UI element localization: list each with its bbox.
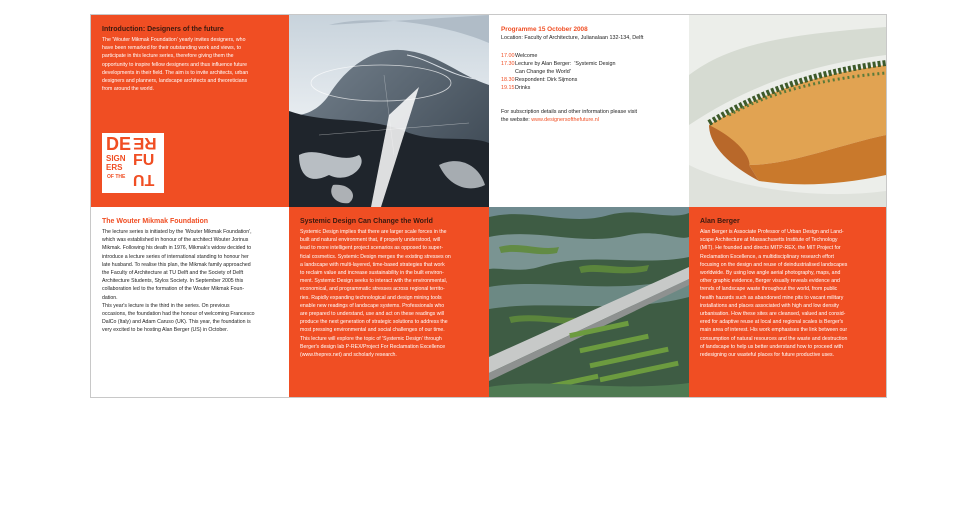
- programme-panel: [489, 15, 689, 207]
- intro-panel: [91, 15, 289, 207]
- foundation-panel: [91, 207, 289, 397]
- alan-berger-panel: [689, 207, 886, 397]
- programme-item: 19.15 Drinks: [501, 85, 531, 91]
- berger-body: Alan Berger is Associate Professor of Urban Design and Land- scape Architecture at Massachusetts Institute of Technology (MIT). He founded and directs MITP-REX, the MIT Project for Reclamation Excellence, a multidisciplinary research effort focusing on the design and reuse of deindustrialised landscapes worldwide. By using low angle aerial photography, maps, and other graphic evidence, Berger visually reveals evidence and trends of landscape waste throughout the world, from public health hazards such as abandoned mine pits to vacant military installations and places associated with high and low density urbanisation. How these sites are cleansed, valued and consid- ered for adaptive reuse at local and regional scales is Berger's main area of interest. His work emphasises the link between our consumption of natural resources and the waste and destruction of landscape to help us better understand how to proceed with redesigning our wasteful places for future productive uses.: [700, 229, 848, 359]
- programme-item: 17.30 Lecture by Alan Berger: 'Systemic Design Can Change the World': [501, 61, 616, 75]
- intro-title: Introduction: Designers of the future: [102, 26, 224, 33]
- subscription-text: For subscription details and other information please visit: [501, 109, 638, 115]
- systemic-title: Systemic Design Can Change the World: [300, 218, 433, 225]
- foundation-title: The Wouter Mikmak Foundation: [102, 218, 209, 225]
- wetland-aerial-photo: [489, 207, 689, 397]
- designers-of-the-future-logo: DE SIGN ERS OF THE RE FU TU: [102, 133, 164, 193]
- website-line: the website: www.designersofthefuture.nl: [501, 117, 599, 123]
- aerial-map-image: [289, 15, 489, 207]
- systemic-design-panel: [289, 207, 489, 397]
- terraced-landscape-render: [689, 15, 886, 207]
- programme-item: 17.00 Welcome: [501, 53, 538, 59]
- programme-item: 18.30 Respondent: Dirk Sijmons: [501, 77, 578, 83]
- systemic-body: Systemic Design implies that there are larger scale forces in the built and natural environment that, if properly understood, will lead to more intelligent project scenarios as opposed to super- ficial cosmetics. Systemic Design merges the existing stresses on a landscape with multi-layered, time-based strategies that work to reclaim value and increase sustainability in the built environ- ment. Systemic Design seeks to interact with the environmental, economical, and programmatic stresses across regional territo- ries. Rapidly expanding technological and design mining tools enable new readings of landscape systems. Professionals who are prepared to understand, use and act on these readings will produce the next generation of strategic solutions to address the most pressing environmental and social challenges of our time. This lecture will explore the topic of 'Systemic Design' through Berger's design lab P-REX/Project For Reclamation Excellence (www.theprex.net) and scholarly research.: [300, 229, 451, 359]
- programme-location: Location: Faculty of Architecture, Julianalaan 132-134, Delft: [501, 35, 644, 41]
- foundation-body: The lecture series is initiated by the 'Wouter Mikmak Foundation', which was established in honour of the architect Wouter Jorinus Mikmak. Following his death in 1976, Mikmak's widow decided to introduce a lecture series of international standing to honour her late husband. To realise this plan, the Mikmak family approached the Faculty of Architecture at TU Delft and the Society of Delft Architecture Students, Stylos Society. In September 2005 this collaboration led to the formation of the Wouter Mikmak Foun- dation. This year's lecture is the third in the series. On previous occasions, the foundation had the honour of welcoming Francesco DalCo (Italy) and Adam Caruso (UK). This year, the foundation is very excited to be hosting Alan Berger (US) in October.: [102, 229, 255, 334]
- programme-title: Programme 15 October 2008: [501, 26, 588, 33]
- intro-body: The 'Wouter Mikmak Foundation' yearly invites designers, who have been remarked for their outstanding work and views, to participate in this lecture series, therefore giving them the opportunity to inspire fellow designers and thus influence future developments in their field. The aim is to invite architects, urban designers and planners, landscape architects and theoreticians from around the world.: [102, 37, 249, 93]
- website-link[interactable]: www.designersofthefuture.nl: [531, 117, 599, 123]
- berger-title: Alan Berger: [700, 218, 740, 225]
- brochure-spread: [90, 14, 887, 398]
